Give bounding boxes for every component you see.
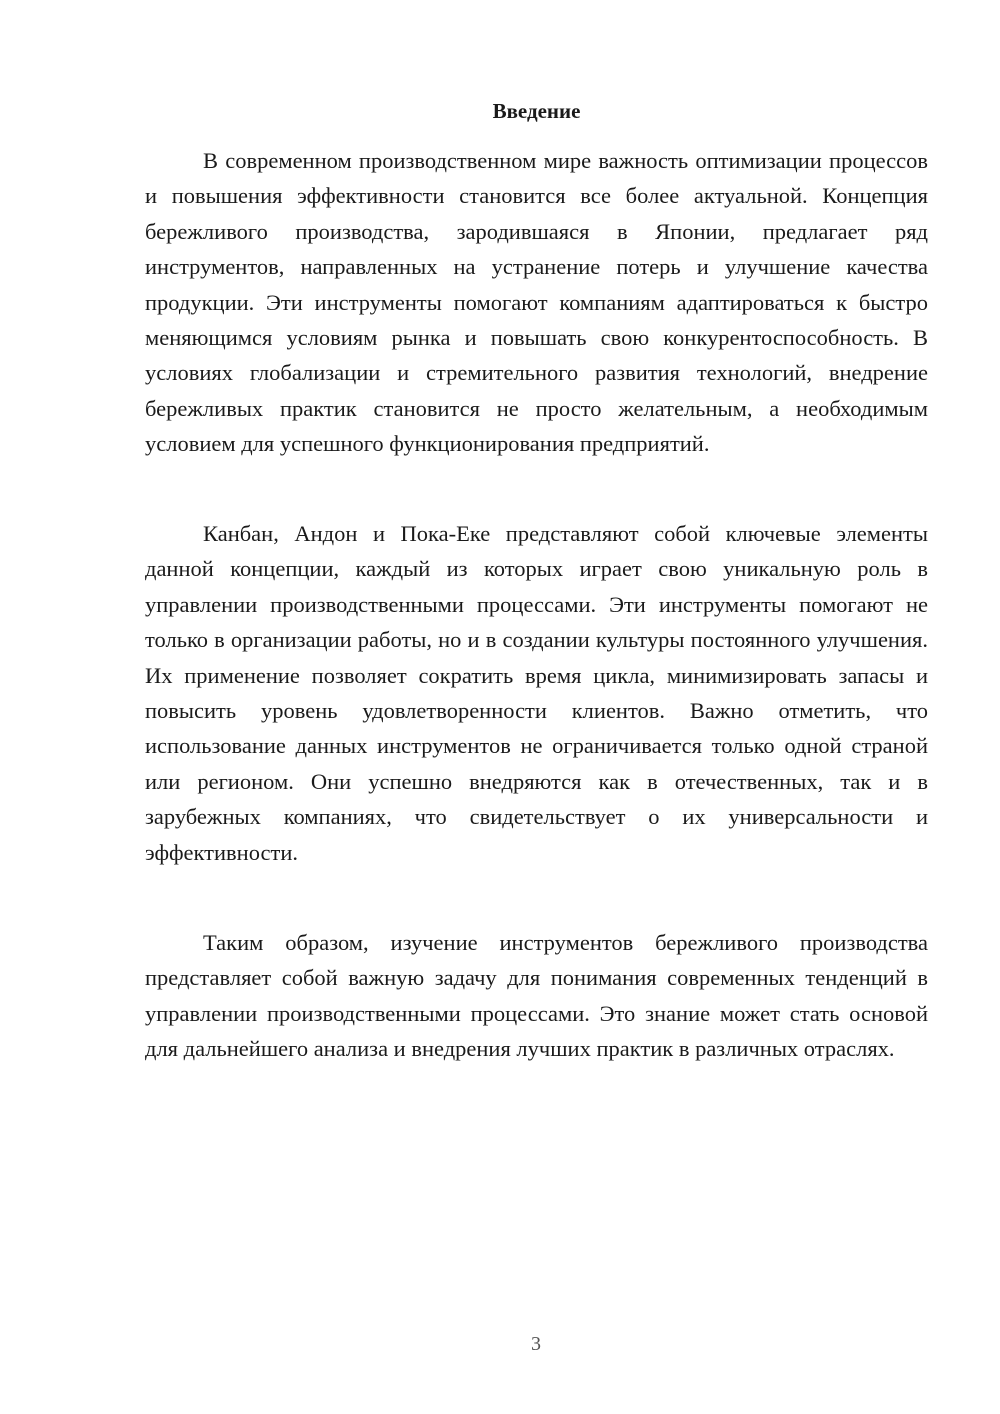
paragraph-2: Канбан, Андон и Пока-Еке представляют собой ключевые элементы данной концепции, каждый из которых играет свою уникальную роль в управлении производственными процессами. Эти инструменты помогают не только в организации работы, но и в создании культуры постоянного улучшения. Их применение позволяет сократить время цикла, минимизировать запасы и повысить уровень удовлетворенности клиентов. Важно отметить, что использование данных инструментов не ограничивается только одной страной или регионом. Они успешно внедряются как в отечественных, так и в зарубежных компаниях, что свидетельствует о их универсальности и эффективности. xyxy=(145,521,928,865)
page-number: 3 xyxy=(531,1333,541,1355)
paragraph-3: Таким образом, изучение инструментов бережливого производства представляет собой важную задачу для понимания современных тенденций в управлении производственными процессами. Это знание может стать основой для дальнейшего анализа и внедрения лучших практик в различных отраслях. xyxy=(145,930,928,1062)
section-title: Введение xyxy=(492,99,581,123)
paragraph-1: В современном производственном мире важность оптимизации процессов и повышения эффективности становится все более актуальной. Концепция бережливого производства, зародившаяся в Японии, предлагает ряд инструментов, направленных на устранение потерь и улучшение качества продукции. Эти инструменты помогают компаниям адаптироваться к быстро меняющимся условиям рынка и повышать свою конкурентоспособность. В условиях глобализации и стремительного развития технологий, внедрение бережливых практик становится не просто желательным, а необходимым условием для успешного функционирования предприятий. xyxy=(145,148,928,457)
